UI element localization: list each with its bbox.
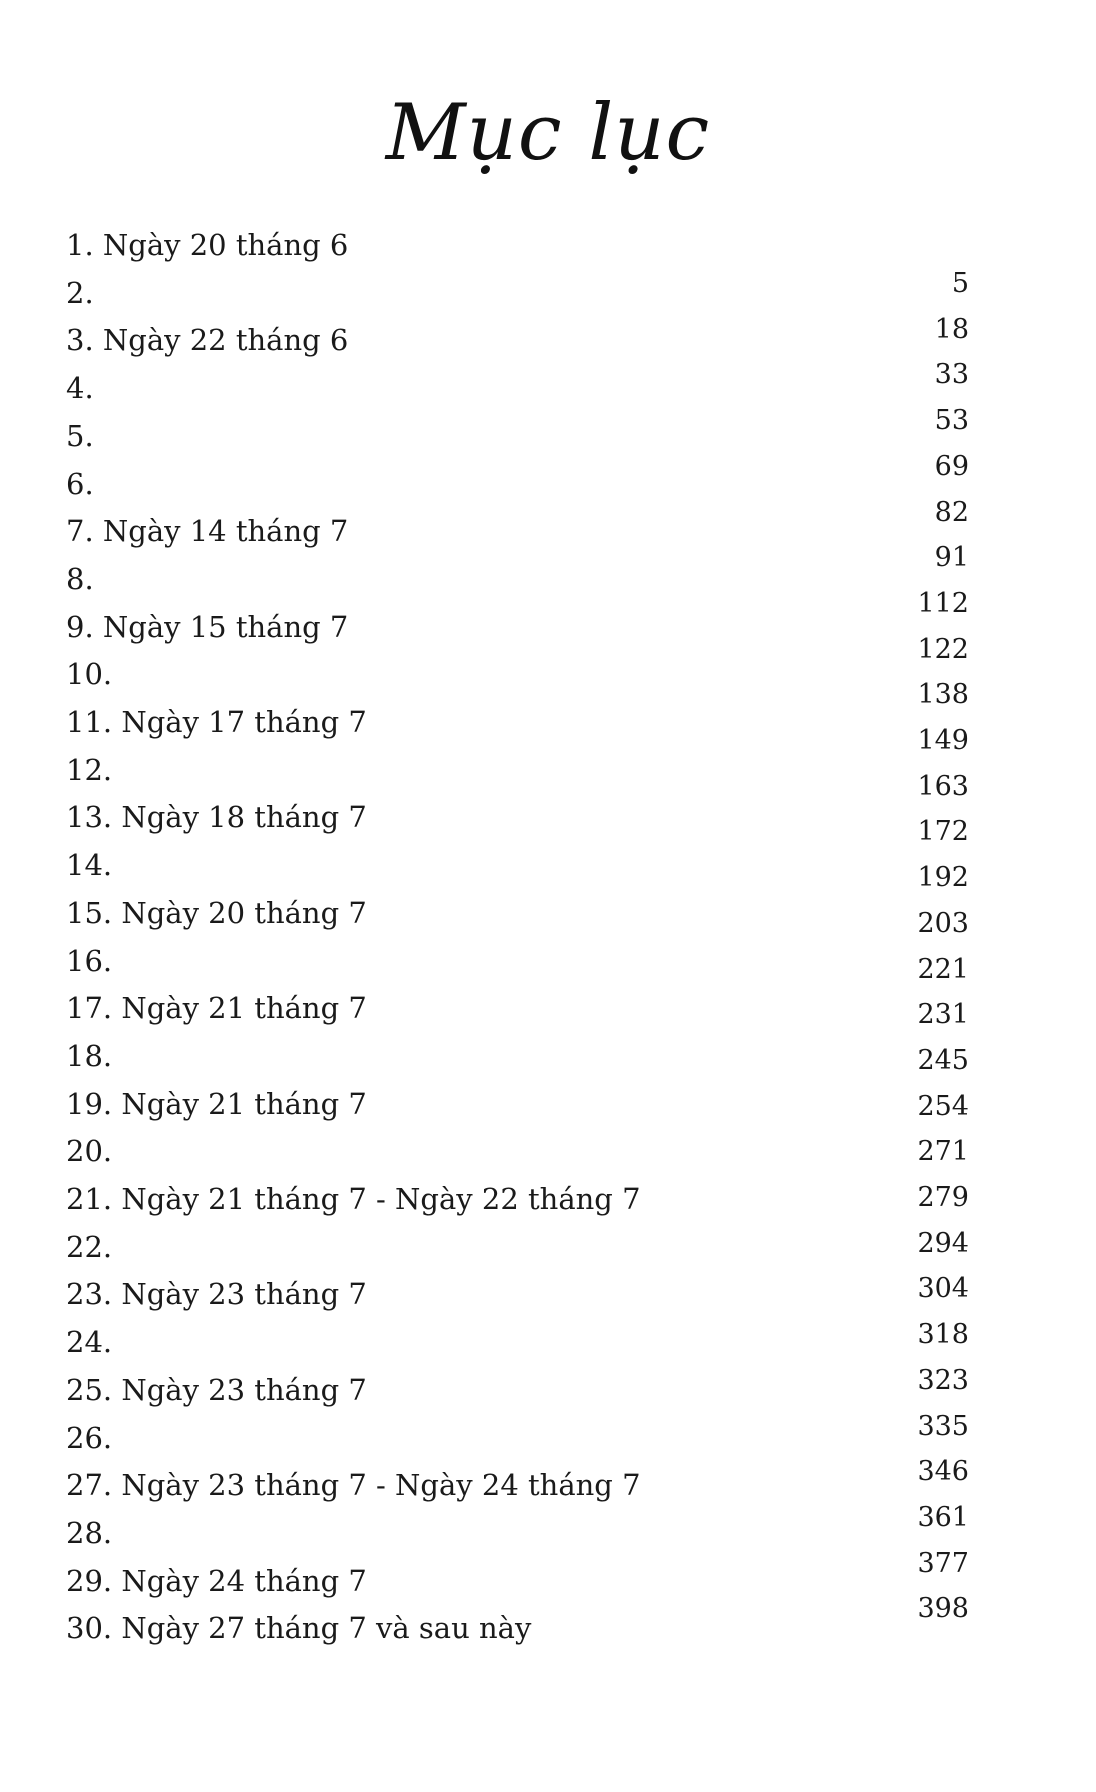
page-number: 398 [917, 1593, 969, 1625]
toc-entry[interactable]: 9. Ngày 15 tháng 7 [66, 609, 349, 644]
page-number: 254 [917, 1090, 969, 1122]
toc-entry[interactable]: 26. [66, 1420, 113, 1455]
toc-entry[interactable]: 22. [66, 1229, 113, 1264]
page-number: 221 [917, 953, 969, 985]
toc-entry[interactable]: 8. [66, 561, 94, 596]
page-number: 172 [917, 816, 969, 848]
page-number: 91 [934, 542, 969, 574]
page-number: 361 [917, 1501, 969, 1533]
toc-entry[interactable]: 15. Ngày 20 tháng 7 [66, 895, 367, 930]
toc-entry[interactable]: 18. [66, 1038, 113, 1073]
page-number: 82 [934, 496, 969, 528]
page-number: 122 [917, 633, 969, 665]
toc-entry[interactable]: 14. [66, 848, 113, 883]
page-number: 138 [917, 679, 969, 711]
toc-entry[interactable]: 21. Ngày 21 tháng 7 - Ngày 22 tháng 7 [66, 1182, 641, 1216]
page-number: 149 [917, 725, 969, 756]
page-number: 192 [917, 862, 969, 894]
toc-entry[interactable]: 7. Ngày 14 tháng 7 [66, 514, 349, 549]
toc-entry[interactable]: 24. [66, 1325, 113, 1360]
page-number: 335 [917, 1410, 969, 1442]
toc-entry[interactable]: 29. Ngày 24 tháng 7 [66, 1563, 367, 1598]
toc-entry[interactable]: 4. [66, 371, 94, 406]
page-title: Mục lục [385, 88, 711, 178]
toc-entry[interactable]: 13. Ngày 18 tháng 7 [66, 800, 367, 835]
toc-entry[interactable]: 16. [66, 943, 113, 978]
page-number: 203 [917, 907, 969, 939]
page-number: 53 [934, 405, 969, 437]
toc-entry[interactable]: 1. Ngày 20 tháng 6 [66, 228, 349, 262]
toc-entry[interactable]: 28. [66, 1515, 113, 1550]
page-number: 112 [917, 587, 969, 619]
toc-entry[interactable]: 2. [66, 275, 94, 310]
toc-entry[interactable]: 19. Ngày 21 tháng 7 [66, 1086, 367, 1121]
page-number: 33 [934, 359, 969, 391]
toc-entry[interactable]: 6. [66, 466, 94, 501]
toc-entry[interactable]: 30. Ngày 27 tháng 7 và sau này [66, 1611, 532, 1646]
page-number: 18 [934, 313, 969, 345]
page-number: 5 [951, 268, 969, 299]
page-number: 271 [917, 1136, 969, 1168]
toc-entry[interactable]: 17. Ngày 21 tháng 7 [66, 991, 367, 1026]
toc-entry[interactable]: 5. [66, 418, 94, 453]
toc-entry[interactable]: 20. [66, 1134, 113, 1169]
page-number: 69 [934, 450, 969, 482]
page-number: 318 [917, 1319, 969, 1351]
page-number: 231 [917, 999, 969, 1031]
toc-entry[interactable]: 11. Ngày 17 tháng 7 [66, 705, 367, 739]
toc-entry[interactable]: 12. [66, 752, 113, 787]
page-number: 304 [917, 1273, 969, 1305]
toc-entry[interactable]: 3. Ngày 22 tháng 6 [66, 323, 349, 358]
page-number: 294 [917, 1227, 969, 1259]
toc-entry[interactable]: 25. Ngày 23 tháng 7 [66, 1372, 367, 1407]
page-number: 245 [917, 1044, 969, 1076]
page-number: 346 [917, 1456, 969, 1488]
toc-entry[interactable]: 23. Ngày 23 tháng 7 [66, 1277, 367, 1312]
page-number: 279 [917, 1182, 969, 1213]
page-number: 377 [917, 1547, 969, 1579]
page-number: 163 [917, 770, 969, 802]
page-number: 323 [917, 1364, 969, 1396]
toc-entry[interactable]: 10. [66, 657, 113, 692]
toc-entry[interactable]: 27. Ngày 23 tháng 7 - Ngày 24 tháng 7 [66, 1468, 641, 1503]
